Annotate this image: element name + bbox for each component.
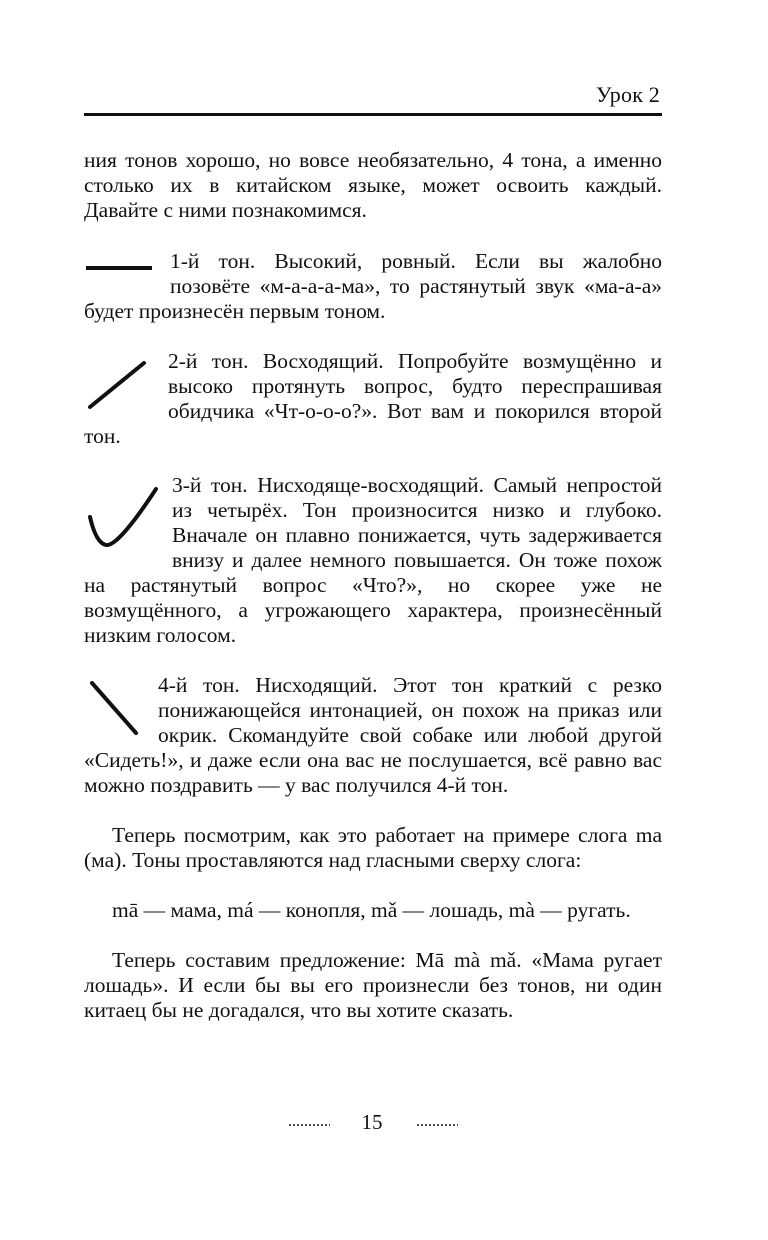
ma-syllable-paragraph: Теперь посмотрим, как это работает на примере слога ma (ма). Тоны проставляются над гласными сверху слога: <box>84 823 662 872</box>
tone-3-dipping-check-icon <box>84 473 172 569</box>
tone-1-block <box>84 249 662 324</box>
tone-2-text: 2-й тон. Восходящий. Попробуйте возмущённо и высоко протянуть вопрос, будто переспрашивая обидчика «Чт-о-о-о?». Вот вам и покорился второй тон. <box>84 349 662 448</box>
tone-2-block <box>84 349 662 449</box>
footer-dots-right <box>416 1124 458 1126</box>
page-number: 15 <box>361 1110 383 1134</box>
tone-4-falling-line-icon <box>84 673 158 741</box>
tone-3-block <box>84 473 662 648</box>
tone-2-rising-line-icon <box>84 349 168 413</box>
footer-dots-left <box>288 1124 330 1126</box>
intro-paragraph: ния тонов хорошо, но вовсе необязательно, 4 тона, а именно столько их в китайском языке, может освоить каждый. Давайте с ними познакомимся. <box>84 148 662 222</box>
sentence-paragraph: Теперь составим предложение: Mā mà mǎ. «Мама ругает лошадь». И если бы вы его произнесли без тонов, ни один китаец бы не догадался, что вы хотите сказать. <box>84 948 662 1022</box>
tone-4-text: 4-й тон. Нисходящий. Этот тон краткий с резко понижающейся интонацией, он похож на приказ или окрик. Скомандуйте свой собаке или любой другой «Сидеть!», и даже если она вас не послушается, всё равно вас можно поздравить — у вас получился 4-й тон. <box>84 673 662 797</box>
header-rule <box>84 113 662 116</box>
tone-3-text: 3-й тон. Нисходяще-восходящий. Самый непростой из четырёх. Тон произносится низко и глубоко. Вначале он плавно понижается, чуть задерживается внизу и далее немного повышается. Он тоже похож на растянутый вопрос «Что?», но скорее уже не возмущённого, а угрожающего характера, произнесённый низким голосом. <box>84 473 662 647</box>
running-header: Урок 2 <box>595 82 660 107</box>
tone-examples-line: mā — мама, má — конопля, mǎ — лошадь, mà — ругать. <box>112 898 631 922</box>
tone-4-block <box>84 673 662 798</box>
page-footer <box>0 1110 768 1140</box>
tone-1-text: 1-й тон. Высокий, ровный. Если вы жалобно позовёте «м-а-а-а-ма», то растянутый звук «ма-а-а» будет произнесён первым тоном. <box>84 249 662 323</box>
tone-1-level-line-icon <box>84 249 170 291</box>
